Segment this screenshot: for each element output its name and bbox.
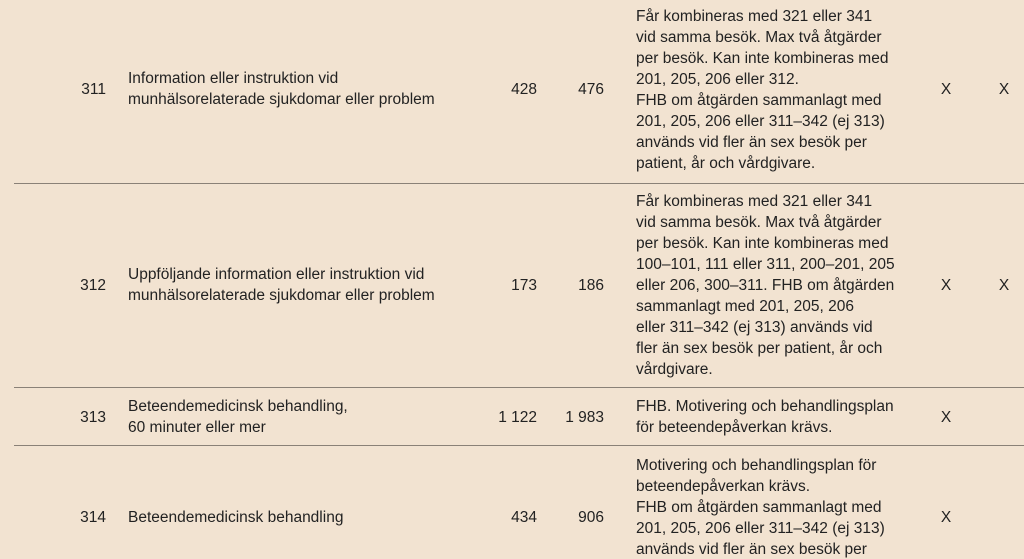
note-cell: FHB. Motivering och behandlingsplan för beteendepåverkan krävs. xyxy=(636,398,894,436)
price-cell-2: 906 xyxy=(578,509,604,526)
mark-cell-1: X xyxy=(940,509,952,526)
price-cell-2: 476 xyxy=(578,81,604,98)
code-cell: 311 xyxy=(81,81,106,98)
row-divider xyxy=(14,183,1024,184)
table-row xyxy=(14,191,1024,381)
code-cell: 312 xyxy=(80,277,106,294)
description-cell: Beteendemedicinsk behandling, 60 minuter eller mer xyxy=(128,398,348,436)
table-row xyxy=(14,6,1024,182)
price-cell-1: 173 xyxy=(511,277,537,294)
row-divider xyxy=(14,387,1024,388)
mark-cell-1: X xyxy=(940,409,952,426)
price-cell-2: 186 xyxy=(578,277,604,294)
code-cell: 313 xyxy=(80,409,106,426)
code-cell: 314 xyxy=(80,509,106,526)
row-divider xyxy=(14,445,1024,446)
price-cell-1: 434 xyxy=(511,509,537,526)
mark-cell-1: X xyxy=(940,81,952,98)
note-cell: Motivering och behandlingsplan för beteendepåverkan krävs. FHB om åtgärden sammanlagt med 201, 205, 206 eller 311–342 (ej 313) används vid fler än sex besök per xyxy=(636,457,885,558)
price-cell-1: 428 xyxy=(511,81,537,98)
mark-cell-2: X xyxy=(998,81,1010,98)
description-cell: Information eller instruktion vid munhälsorelaterade sjukdomar eller problem xyxy=(128,70,435,108)
note-cell: Får kombineras med 321 eller 341 vid samma besök. Max två åtgärder per besök. Kan inte kombineras med 100–101, 111 eller 311, 200–201, 205 eller 206, 300–311. FHB om åtgärden sammanlagt med 201, 205, 206 eller 311–342 (ej 313) används vid fler än sex besök per patient, år och vårdgivare. xyxy=(636,193,895,378)
mark-cell-2: X xyxy=(998,277,1010,294)
note-cell: Får kombineras med 321 eller 341 vid samma besök. Max två åtgärder per besök. Kan inte kombineras med 201, 205, 206 eller 312. FHB om åtgärden sammanlagt med 201, 205, 206 eller 311–342 (ej 313) används vid fler än sex besök per patient, år och vårdgivare. xyxy=(636,8,889,172)
table-row xyxy=(14,396,1024,440)
price-cell-2: 1 983 xyxy=(565,409,604,426)
description-cell: Beteendemedicinsk behandling xyxy=(128,509,344,526)
description-cell: Uppföljande information eller instruktion vid munhälsorelaterade sjukdomar eller problem xyxy=(128,266,435,304)
price-cell-1: 1 122 xyxy=(498,409,537,426)
table-row xyxy=(14,455,1024,559)
mark-cell-1: X xyxy=(940,277,952,294)
